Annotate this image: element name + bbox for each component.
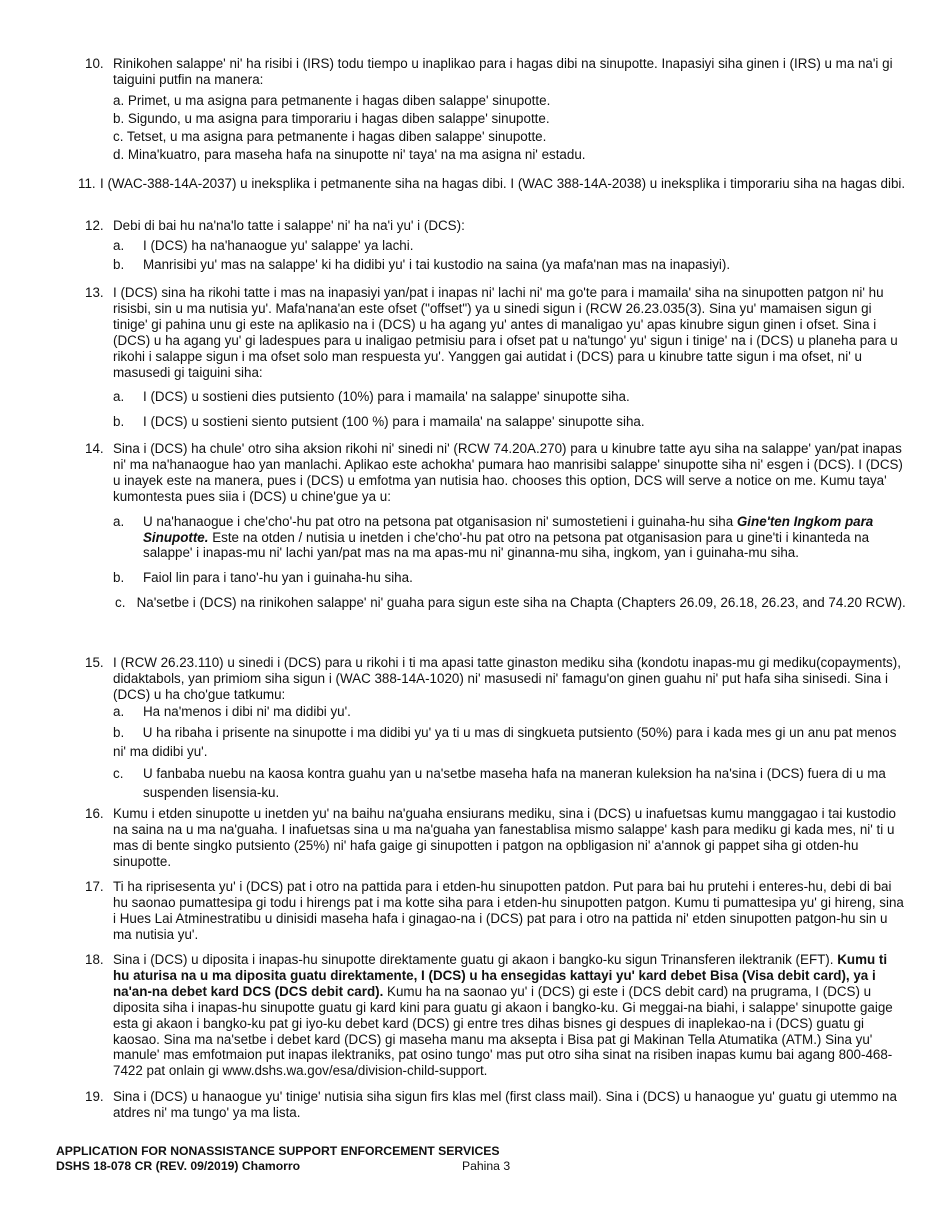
item-14 xyxy=(85,441,907,611)
item-text: Debi di bai hu na'na'lo tatte i salappe' ni' ha na'i yu' i (DCS): xyxy=(113,218,465,233)
item-number: 10. xyxy=(85,56,104,71)
list-item: a. U na'hanaogue i che'cho'-hu pat otro na petsona pat otganisasion ni' sumostetieni i guinaha-hu siha Gine'ten Ingkom para Sinupotte. Este na otden / nutisia u inetden i che'cho'-hu pat otro na petsona pat otganisasion para u gine'ti i kinanteda na salappe' i inapas-mu ni' lachi yan/pat mas na ma apas-mu ni' ginanna-mu siha, ingkom, yan i guinaha-mu siha. xyxy=(113,513,874,561)
footer-form-number: DSHS 18-078 CR (REV. 09/2019) Chamorro xyxy=(56,1159,301,1173)
item-number: 12. xyxy=(85,218,104,233)
item-number: 19. xyxy=(85,1089,104,1104)
list-item: d. Mina'kuatro, para maseha hafa na sinupotte ni' taya' na ma asigna ni' estadu. xyxy=(113,146,586,162)
list-item: c. Na'setbe i (DCS) na rinikohen salappe' ni' guaha para sigun este siha na Chapta (Chapters 26.09, 26.18, 26.23, and 74.20 RCW). xyxy=(115,595,906,611)
list-item: b. U ha ribaha i prisente na sinupotte i ma didibi yu' ya ti u mas di singkueta putsiento (50%) para i kada mes gi un anu pat menos ni' ma didibi yu'. xyxy=(113,724,897,759)
item-number: 17. xyxy=(85,879,104,894)
list-item: b. Sigundo, u ma asigna para timporariu i hagas diben salappe' sinupotte. xyxy=(113,110,550,126)
sub-list xyxy=(113,389,907,430)
list-item: b. Faiol lin para i tano'-hu yan i guinaha-hu siha. xyxy=(113,570,413,586)
item-17 xyxy=(85,879,907,943)
item-text: Ti ha riprisesenta yu' i (DCS) pat i otro na pattida para i etden-hu sinupotten patdon. Put para bai hu prutehi i enteres-hu, debi di bai hu saonao pumattesipa gi todu i hirengs pat i ma kotte siha para i etden-hu sinupotten patgon. Kumu ti pumattesipa yu' gi hireng, sina i Hues Lai Atminestratibu u dinisidi maseha hafa i ginagao-na i (DCS) pat para i otro na pattida ni' etden sinupotten patgon-hu sin u ma nutisia yu'. xyxy=(113,879,904,942)
list-item: a. I (DCS) u sostieni dies putsiento (10%) para i mamaila' na salappe' sinupotte siha. xyxy=(113,389,630,405)
item-15 xyxy=(85,655,907,802)
item-number: 13. xyxy=(85,285,104,300)
sub-list xyxy=(113,93,907,163)
item-number: 18. xyxy=(85,952,104,967)
item-text: Rinikohen salappe' ni' ha risibi i (IRS) todu tiempo u inaplikao para i hagas dibi na sinupotte. Inapasiyi siha ginen i (IRS) u ma na'i gi taiguini putfin na manera: xyxy=(113,56,893,87)
list-item: a. Ha na'menos i dibi ni' ma didibi yu'. xyxy=(113,703,351,719)
list-item: b. Manrisibi yu' mas na salappe' ki ha didibi yu' i tai kustodio na saina (ya mafa'nan mas na inapasiyi). xyxy=(113,256,731,272)
item-11 xyxy=(78,176,907,192)
item-text: Kumu i etden sinupotte u inetden yu' na baihu na'guaha ensiurans mediku, sina i (DCS) u inafuetsas kumu manggagao i tai kustodio na saina na u ma na'guaha. I inafuetsas sina u ma na'guaha yan fanestablisa mismo salappe' kash para mediku gi kada mes, ni' ti u mas di bente singko putsiento (25%) ni' hafa gaige gi sinupotten i patgon na opbligasion ni' a'annok gi pappet siha gi otden-hu sinupotte. xyxy=(113,806,896,869)
item-text: Sina i (DCS) ha chule' otro siha aksion rikohi ni' sinedi ni' (RCW 74.20A.270) para u kinubre tatte ayu siha na salappe' yan/pat inapas ni' ma na'hanaogue hao yan manlachi. Aplikao este achokha' pumara hao manrisibi salappe' sinupotte siha ni' esgen i (DCS). I (DCS) u inayek este na manera, pues i (DCS) u emfotma yan nutisia hao. chooses this option, DCS will serve a notice on me. Kumu taya' kumontesta pues siia i (DCS) u chine'gue ya u: xyxy=(113,441,903,504)
sub-list xyxy=(113,704,907,802)
item-text: I (RCW 26.23.110) u sinedi i (DCS) para u rikohi i ti ma apasi tatte ginaston mediku siha (kondotu inapas-mu gi mediku(copayments), didaktabols, yan primiom siha sigun i (WAC 388-14A-1020) ni' masusedi ni' famagu'on ginen guahu ni' put hafa siha sinisedi. Sina i (DCS) u ha cho'gue tatkumu: xyxy=(113,655,901,702)
item-number: 11. xyxy=(78,176,96,191)
item-text: I (WAC-388-14A-2037) u ineksplika i petmanente siha na hagas dibi. I (WAC 388-14A-2038) u ineksplika i timporariu siha na hagas dibi. xyxy=(100,176,906,191)
item-text: Sina i (DCS) u hanaogue yu' tinige' nutisia siha sigun firs klas mel (first class mail). Sina i (DCS) u hanaogue yu' guatu gi utemmo na atdres ni' ma tungo' ya ma lista. xyxy=(113,1089,897,1120)
page-number: Pahina 3 xyxy=(462,1159,511,1173)
sub-list xyxy=(113,238,907,273)
item-12 xyxy=(85,218,907,273)
list-item: c. U fanbaba nuebu na kaosa kontra guahu yan u na'setbe maseha hafa na maneran kuleksion ha na'sina i (DCS) fuera di u ma suspenden lisensia-ku. xyxy=(113,765,886,800)
item-text: Sina i (DCS) u diposita i inapas-hu sinupotte direktamente guatu gi akaon i bangko-ku sigun Trinansferen ilektranik (EFT). Kumu ti hu aturisa na u ma diposita guatu direktamente, I (DCS) u ha ensegidas kattayi yu' kard debet Bisa (Visa debit card), ya i na'an-na debet kard DCS (DCS debit card). Kumu ha na saonao yu' i (DCS) gi este i (DCS debit card) na prugrama, I (DCS) u diposita siha i inapas-hu sinupotte guatu gi kard kini para guatu gi akaon i bangko-ku. Gi meggai-na biahi, i salappe' sinupotte gaige esta gi akaon i bangko-ku pat gi iyo-ku debet kard (DCS) gi entre tres dihas bisnes gi despues di inaplekao-na i (DCS) guatu gi kaosao. Sina ma na'setbe i debet kard (DCS) gi maseha manu ma aksepta i Bisa pat gi Makinan Tella Atumatika (ATM.) Sina yu' manule' mas emfotmaion put inapas ilektraniks, pat osino tungo' mas put otro siha sinat na risiben inapas kumu bai agang 800-468-7422 pat onlain gi www.dshs.wa.gov/esa/division-child-support. xyxy=(113,952,893,1079)
list-item: c. Tetset, u ma asigna para petmanente i hagas diben salappe' sinupotte. xyxy=(113,128,547,144)
item-19 xyxy=(85,1089,907,1121)
item-13 xyxy=(85,285,907,430)
footer xyxy=(56,1144,500,1174)
list-item: a. I (DCS) ha na'hanaogue yu' salappe' ya lachi. xyxy=(113,237,414,253)
item-16 xyxy=(85,806,907,870)
item-number: 14. xyxy=(85,441,104,456)
footer-title: APPLICATION FOR NONASSISTANCE SUPPORT ENFORCEMENT SERVICES xyxy=(56,1144,500,1158)
list-item: a. Primet, u ma asigna para petmanente i hagas diben salappe' sinupotte. xyxy=(113,92,551,108)
sub-list xyxy=(113,514,907,612)
item-number: 16. xyxy=(85,806,104,821)
list-item: b. I (DCS) u sostieni siento putsient (100 %) para i mamaila' na salappe' sinupotte siha. xyxy=(113,414,645,430)
item-18 xyxy=(85,952,907,1079)
item-number: 15. xyxy=(85,655,104,670)
item-10 xyxy=(85,56,907,164)
item-text: I (DCS) sina ha rikohi tatte i mas na inapasiyi yan/pat i inapas ni' lachi ni' ma go'te para i mamaila' siha na sinupotten patgon ni' hu risisbi, sin u ma nutisia yu'. Mafa'nana'an este ofset ("offset") ya u sinedi sigun i (RCW 26.23.035(3). Sina yu' mamaisen sigun gi tinige' gi pahina unu gi este na aplikasio na i (DCS) u ha agang yu' antes di manaligao yu' apas kinubre sigun ginen i ofset. Sina i (DCS) u ha agang yu' gi ladespues para u inaligao petmisiu para i ofset pat u na'tungo' yu' sigun i tinige' na i (DCS) u planeha para u rikohi i salappe sigun i ma ofset solo man respuesta yu'. Yanggen gai autidat i (DCS) para u kinubre tatte sigun i ma ofset, ni' u masusedi gi taiguini siha: xyxy=(113,285,898,380)
